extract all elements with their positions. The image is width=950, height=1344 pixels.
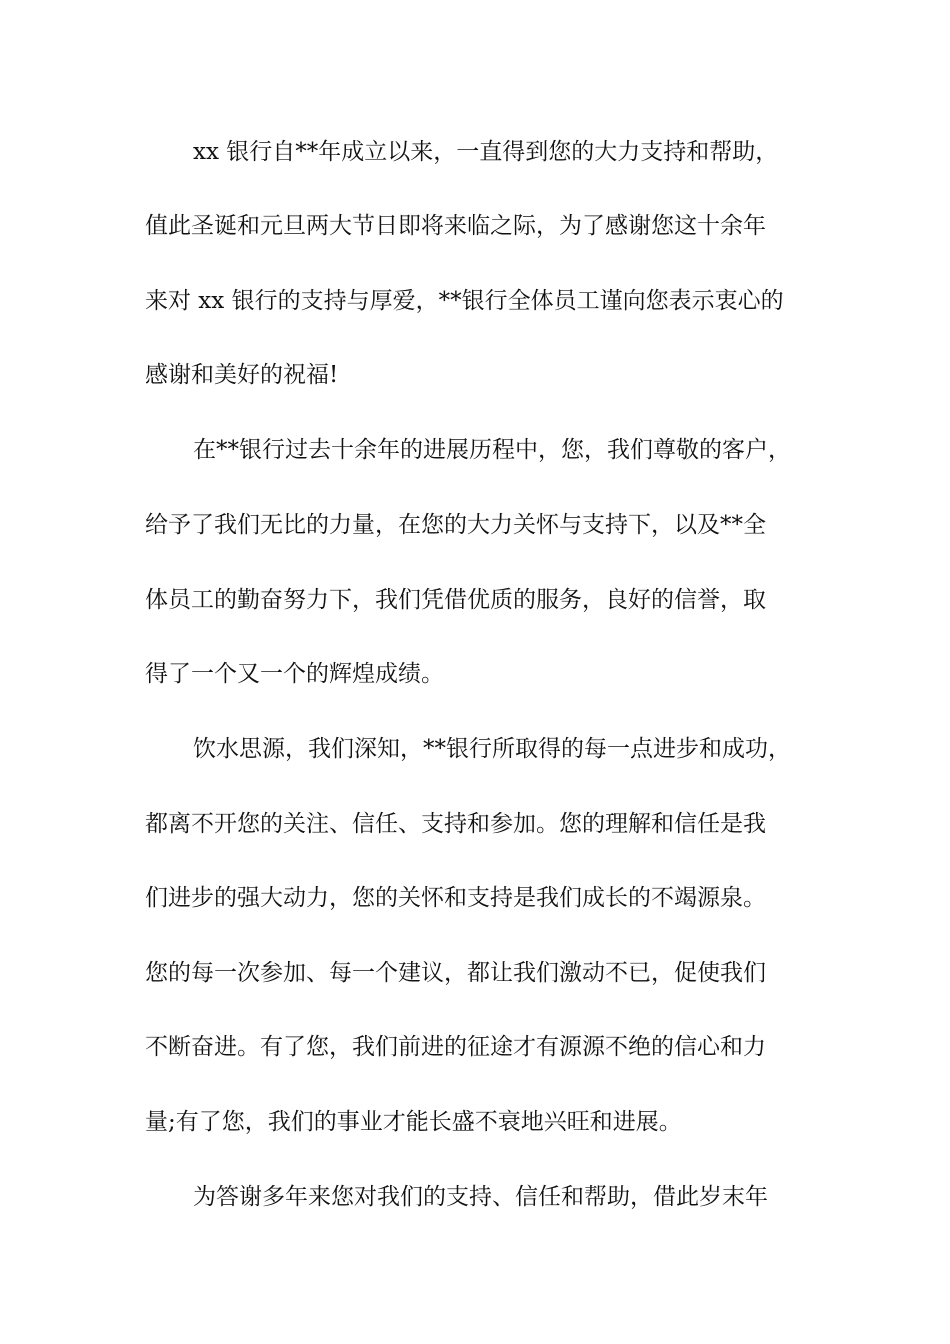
paragraph-2-line-3: 体员工的勤奋努力下，我们凭借优质的服务，良好的信誉，取 bbox=[145, 587, 766, 613]
paragraph-1-line-1: xx 银行自**年成立以来，一直得到您的大力支持和帮助， bbox=[193, 139, 779, 165]
paragraph-2-line-1: 在**银行过去十余年的进展历程中，您，我们尊敬的客户， bbox=[193, 437, 791, 463]
paragraph-4-line-1: 为答谢多年来您对我们的支持、信任和帮助，借此岁末年 bbox=[193, 1184, 768, 1210]
paragraph-3-line-2: 都离不开您的关注、信任、支持和参加。您的理解和信任是我 bbox=[145, 811, 766, 837]
paragraph-2-line-2: 给予了我们无比的力量，在您的大力关怀与支持下，以及**全 bbox=[145, 512, 766, 538]
paragraph-2-line-4: 得了一个又一个的辉煌成绩。 bbox=[145, 661, 444, 687]
paragraph-3-line-5: 不断奋进。有了您，我们前进的征途才有源源不绝的信心和力 bbox=[145, 1034, 766, 1060]
paragraph-3-line-3: 们进步的强大动力，您的关怀和支持是我们成长的不竭源泉。 bbox=[145, 885, 766, 911]
paragraph-1-line-2: 值此圣诞和元旦两大节日即将来临之际，为了感谢您这十余年 bbox=[145, 213, 766, 239]
paragraph-3-line-4: 您的每一次参加、每一个建议，都让我们激动不已，促使我们 bbox=[145, 960, 766, 986]
paragraph-1-line-4: 感谢和美好的祝福! bbox=[145, 362, 339, 388]
paragraph-3-line-1: 饮水思源，我们深知，**银行所取得的每一点进步和成功， bbox=[193, 736, 791, 762]
paragraph-1-line-3: 来对 xx 银行的支持与厚爱，**银行全体员工谨向您表示衷心的 bbox=[145, 288, 784, 314]
paragraph-3-line-6: 量;有了您，我们的事业才能长盛不衰地兴旺和进展。 bbox=[145, 1109, 682, 1135]
